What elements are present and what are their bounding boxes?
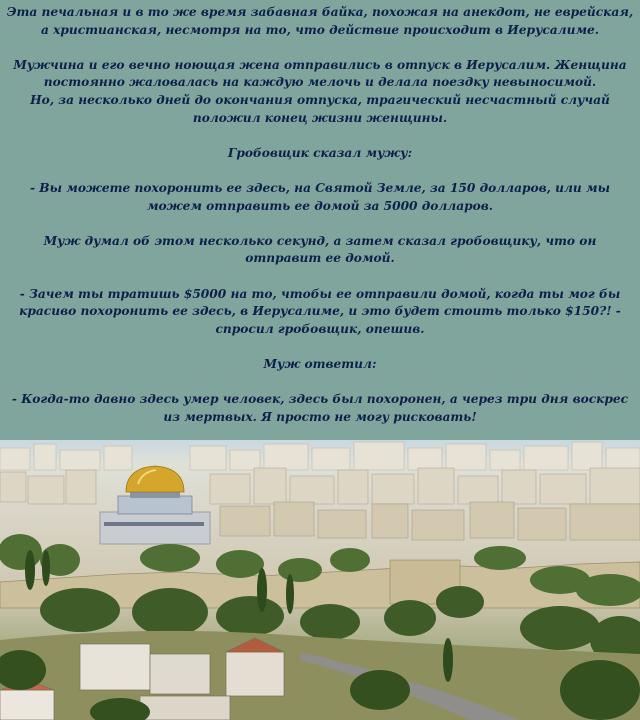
story-husband-answer-intro: Муж ответил: [263,356,377,371]
story-punchline: - Когда-то давно здесь умер человек, здесь был похоронен, а через три дня воскрес из мертвых. Я просто не могу рисковать! [11,392,629,424]
story-undertaker-question: - Зачем ты тратишь $5000 на то, чтобы ее отправили домой, когда ты мог бы красиво похоронить ее здесь, в Иерусалиме, и это будет стоить только $150?! - спросил гробовщик, опешив. [19,286,621,336]
jerusalem-cityscape-illustration [0,440,640,720]
story-husband-decision: Муж думал об этом несколько секунд, а затем сказал гробовщику, что он отправит ее домой. [43,233,597,266]
story-intro: Эта печальная и в то же время забавная байка, похожая на анекдот, не еврейская, а христианская, несмотря на то, что действие происходит в Иерусалиме. [6,5,634,37]
story-setup: Мужчина и его вечно ноющая жена отправились в отпуск в Иерусалим. Женщина постоянно жаловалась на каждую мелочь и делала поездку невыносимой. [13,57,627,90]
dome-of-the-rock [100,466,210,544]
story-undertaker-line: Гробовщик сказал мужу: [227,145,413,160]
story-accident: Но, за несколько дней до окончания отпуска, трагический несчастный случай положил конец жизни женщины. [30,92,610,125]
story-offer: - Вы можете похоронить ее здесь, на Святой Земле, за 150 долларов, или мы можем отправить ее домой за 5000 долларов. [30,180,610,213]
jerusalem-photo [0,440,640,720]
